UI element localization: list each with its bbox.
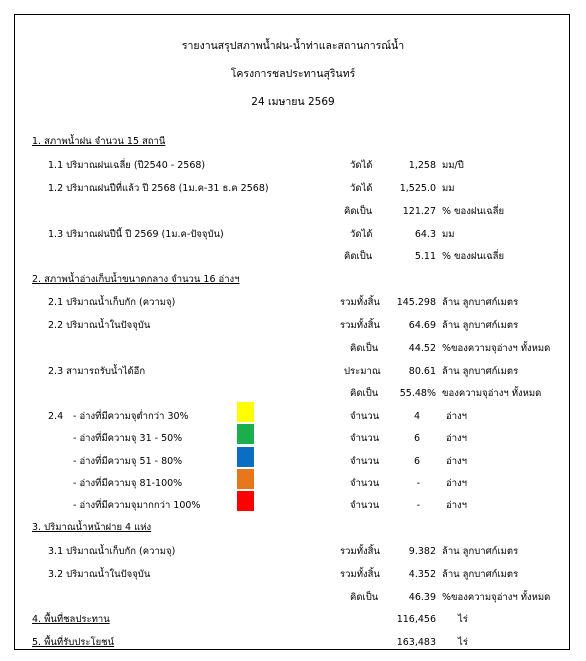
s2-r3-label: 2.3 สามารถรับน้ำได้อีก [48, 366, 146, 377]
section1-heading: 1. สภาพน้ำฝน จำนวน 15 สถานี [32, 136, 166, 147]
s2-r4-prefix: 2.4 [48, 411, 64, 422]
level-color-orange [237, 469, 254, 489]
level-label: - อ่างที่มีความจุ 51 - 80% [73, 456, 183, 467]
report-title: รายงานสรุปสภาพน้ำฝน-น้ำท่าและสถานการณ์น้ำ [181, 40, 405, 52]
level-unit: อ่างฯ [446, 411, 468, 422]
s2-r2-value: 64.69 [408, 320, 436, 331]
s3-r2-unit: ล้าน ลูกบาศก์เมตร [442, 569, 519, 580]
level-unit: อ่างฯ [446, 500, 468, 511]
s2-r2b-value: 44.52 [408, 343, 436, 354]
s1-r3-label: 1.3 ปริมาณฝนปีนี้ ปี 2569 (1ม.ค-ปัจจุบัน) [48, 229, 224, 240]
s1-r2-value: 1,525.0 [399, 183, 436, 194]
s3-r1-label: 3.1 ปริมาณน้ำเก็บกัก (ความจุ) [48, 546, 176, 557]
s1-r3b-unit: % ของฝนเฉลี่ย [442, 251, 505, 262]
s1-r1-label: 1.1 ปริมาณฝนเฉลี่ย (ปี2540 - 2568) [48, 160, 206, 171]
s3-r1-unit: ล้าน ลูกบาศก์เมตร [442, 546, 519, 557]
s2-r2-label: 2.2 ปริมาณน้ำในปัจจุบัน [48, 320, 151, 331]
s2-r2b-key: คิดเป็น [350, 343, 379, 354]
level-key: จำนวน [350, 478, 380, 489]
level-key: จำนวน [350, 411, 380, 422]
s2-r3b-unit: ของความจุอ่างฯ ทั้งหมด [442, 388, 542, 399]
level-value: - [416, 478, 420, 489]
s1-r3-value: 64.3 [414, 229, 436, 240]
level-value: - [416, 500, 420, 511]
level-value: 6 [413, 433, 420, 444]
s3-r2b-key: คิดเป็น [350, 592, 379, 603]
section5-value: 163,483 [396, 637, 436, 648]
s1-r3-unit: มม [442, 229, 455, 240]
s2-r3-value: 80.61 [408, 366, 436, 377]
s3-r2b-unit: %ของความจุอ่างฯ ทั้งหมด [442, 592, 551, 603]
section3-heading: 3. ปริมาณน้ำหน้าฝาย 4 แห่ง [32, 522, 152, 533]
s2-r3-key: ประมาณ [344, 366, 381, 377]
s3-r2-value: 4.352 [408, 569, 436, 580]
level-label: - อ่างที่มีความจุ 31 - 50% [73, 433, 183, 444]
s2-r3b-key: คิดเป็น [350, 388, 379, 399]
level-key: จำนวน [350, 500, 380, 511]
section4-unit: ไร่ [458, 614, 468, 625]
level-color-blue [237, 447, 254, 467]
s2-r1-unit: ล้าน ลูกบาศก์เมตร [442, 297, 519, 308]
report-date: 24 เมษายน 2569 [251, 96, 335, 108]
level-key: จำนวน [350, 456, 380, 467]
s2-r1-label: 2.1 ปริมาณน้ำเก็บกัก (ความจุ) [48, 297, 176, 308]
s1-r1-key: วัดได้ [350, 160, 373, 171]
s1-r2b-value: 121.27 [402, 206, 436, 217]
s2-r1-key: รวมทั้งสิ้น [340, 297, 380, 308]
level-color-red [237, 491, 254, 511]
project-name: โครงการชลประทานสุรินทร์ [230, 68, 356, 80]
level-unit: อ่างฯ [446, 456, 468, 467]
level-label: - อ่างที่มีความจุ 81-100% [73, 478, 183, 489]
s1-r3-key: วัดได้ [350, 229, 373, 240]
s1-r2b-key: คิดเป็น [344, 206, 373, 217]
section5-unit: ไร่ [458, 637, 468, 648]
s3-r2-label: 3.2 ปริมาณน้ำในปัจจุบัน [48, 569, 151, 580]
level-label: - อ่างที่มีความจุมากกว่า 100% [73, 500, 201, 511]
section5-heading: 5. พื้นที่รับประโยชน์ [32, 637, 115, 648]
s1-r2-key: วัดได้ [350, 183, 373, 194]
s1-r2-unit: มม [442, 183, 455, 194]
section4-heading: 4. พื้นที่ชลประทาน [32, 614, 110, 625]
s2-r2b-unit: %ของความจุอ่างฯ ทั้งหมด [442, 343, 551, 354]
s1-r3b-key: คิดเป็น [344, 251, 373, 262]
s2-r3-unit: ล้าน ลูกบาศก์เมตร [442, 366, 519, 377]
level-color-green [237, 424, 254, 444]
s3-r2b-value: 46.39 [408, 592, 436, 603]
s1-r2-label: 1.2 ปริมาณฝนปีที่แล้ว ปี 2568 (1ม.ค-31 ธ.ค 2568) [48, 183, 269, 194]
section4-value: 116,456 [396, 614, 436, 625]
level-value: 6 [413, 456, 420, 467]
level-color-yellow [237, 402, 254, 422]
s2-r2-key: รวมทั้งสิ้น [340, 320, 380, 331]
s3-r2-key: รวมทั้งสิ้น [340, 569, 380, 580]
s2-r2-unit: ล้าน ลูกบาศก์เมตร [442, 320, 519, 331]
s1-r3b-value: 5.11 [414, 251, 436, 262]
s2-r3b-value: 55.48% [399, 388, 436, 399]
level-key: จำนวน [350, 433, 380, 444]
level-unit: อ่างฯ [446, 433, 468, 444]
s3-r1-key: รวมทั้งสิ้น [340, 546, 380, 557]
level-label: - อ่างที่มีความจุต่ำกว่า 30% [73, 411, 189, 422]
s1-r1-unit: มม/ปี [442, 160, 464, 171]
s1-r2b-unit: % ของฝนเฉลี่ย [442, 206, 505, 217]
s2-r1-value: 145.298 [396, 297, 436, 308]
s1-r1-value: 1,258 [408, 160, 436, 171]
level-value: 4 [413, 411, 420, 422]
s3-r1-value: 9.382 [408, 546, 436, 557]
level-unit: อ่างฯ [446, 478, 468, 489]
section2-heading: 2. สภาพน้ำอ่างเก็บน้ำขนาดกลาง จำนวน 16 อ่างฯ [32, 274, 240, 285]
